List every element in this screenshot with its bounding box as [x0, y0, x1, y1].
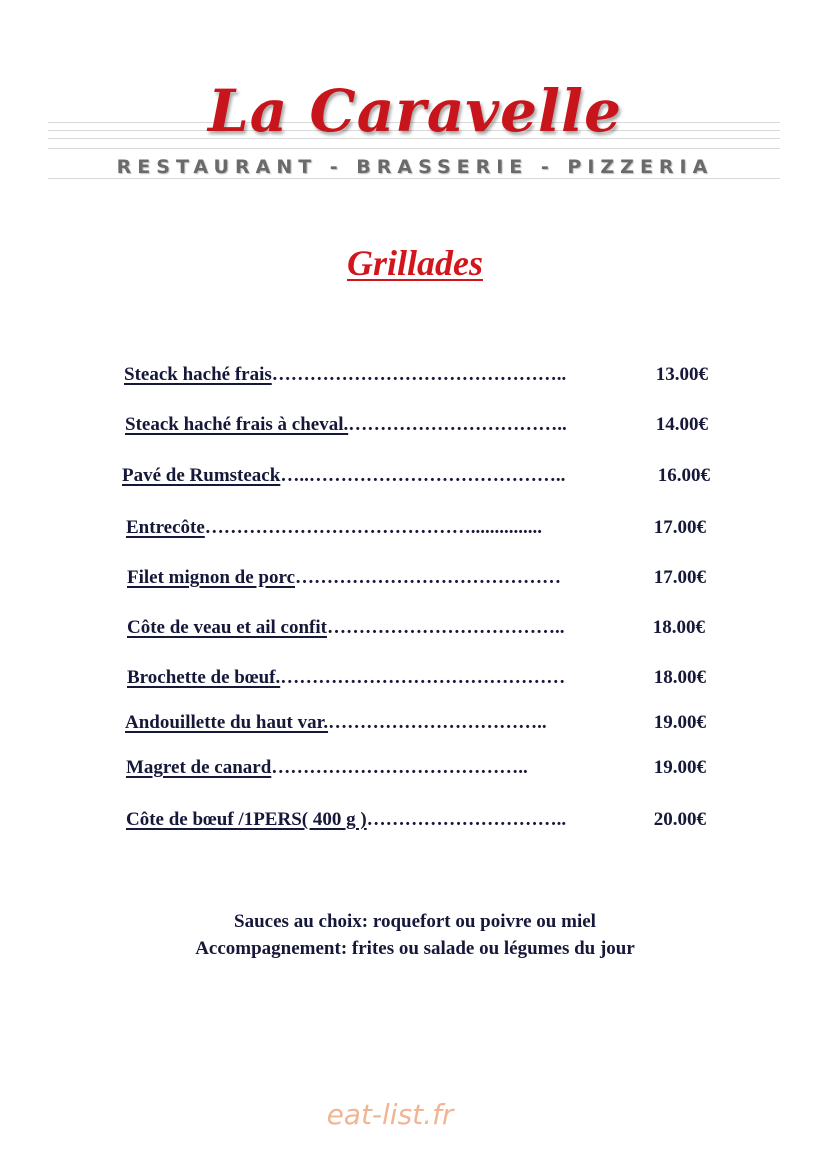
menu-item-name: Entrecôte: [126, 517, 205, 538]
menu-item-price: 13.00€: [655, 364, 708, 385]
section-title: Grillades: [346, 243, 483, 283]
menu-item-price: 14.00€: [655, 414, 708, 435]
menu-item-price: 18.00€: [652, 617, 705, 638]
menu-item-dots: ……………………………………...............: [204, 517, 543, 538]
menu-item: [127, 617, 705, 639]
menu-item: [126, 517, 706, 539]
menu-item-name: Brochette de bœuf.: [127, 667, 281, 688]
menu-item-dots: ……………………………..: [348, 414, 567, 435]
menu-item-dots: ………………………………………: [280, 667, 566, 688]
menu-item-price: 18.00€: [653, 667, 706, 688]
menu-item: [122, 465, 710, 487]
menu-item-name: Pavé de Rumsteack: [122, 465, 281, 486]
logo-title: La Caravelle: [207, 77, 622, 145]
menu-item-name: Andouillette du haut var.: [125, 712, 329, 733]
menu-item-name: Steack haché frais: [124, 364, 272, 385]
sauces-note: Sauces au choix: roquefort ou poivre ou miel: [234, 911, 596, 932]
menu-item: [126, 809, 706, 831]
menu-item: [125, 712, 706, 734]
menu-item-price: 19.00€: [653, 712, 706, 733]
menu-item: [127, 567, 706, 589]
restaurant-logo: [0, 70, 830, 190]
logo-line: [48, 148, 780, 149]
menu-item-price: 19.00€: [653, 757, 706, 778]
menu-item: [124, 364, 708, 386]
menu-item-price: 20.00€: [653, 809, 706, 830]
menu-item-dots: ……………………………………: [295, 567, 562, 588]
menu-item-name: Steack haché frais à cheval.: [125, 414, 349, 435]
watermark: eat-list.fr: [326, 1098, 454, 1131]
menu-item: [126, 757, 706, 779]
menu-item-price: 17.00€: [653, 517, 706, 538]
menu-item-price: 16.00€: [657, 465, 710, 486]
menu-item-name: Magret de canard: [126, 757, 272, 778]
menu-item-dots: …..…………………………………..: [280, 465, 566, 486]
menu-item-dots: ………………………………..: [326, 617, 565, 638]
logo-subtitle: RESTAURANT - BRASSERIE - PIZZERIA: [116, 156, 714, 178]
sides-note: Accompagnement: frites ou salade ou légumes du jour: [195, 938, 635, 959]
menu-notes: [0, 908, 830, 962]
menu-item-dots: …………………………..: [366, 809, 567, 830]
menu-item-name: Côte de bœuf /1PERS( 400 g ): [126, 809, 367, 830]
menu-item-dots: ………………………………………..: [271, 364, 567, 385]
menu-item: [127, 667, 706, 689]
menu-item-dots: ……………………………..: [328, 712, 547, 733]
menu-item: [125, 414, 708, 436]
menu-item-price: 17.00€: [653, 567, 706, 588]
menu-item-dots: …………………………………..: [271, 757, 528, 778]
logo-line: [48, 178, 780, 179]
menu-item-name: Filet mignon de porc: [127, 567, 296, 588]
menu-item-name: Côte de veau et ail confit: [127, 617, 327, 638]
